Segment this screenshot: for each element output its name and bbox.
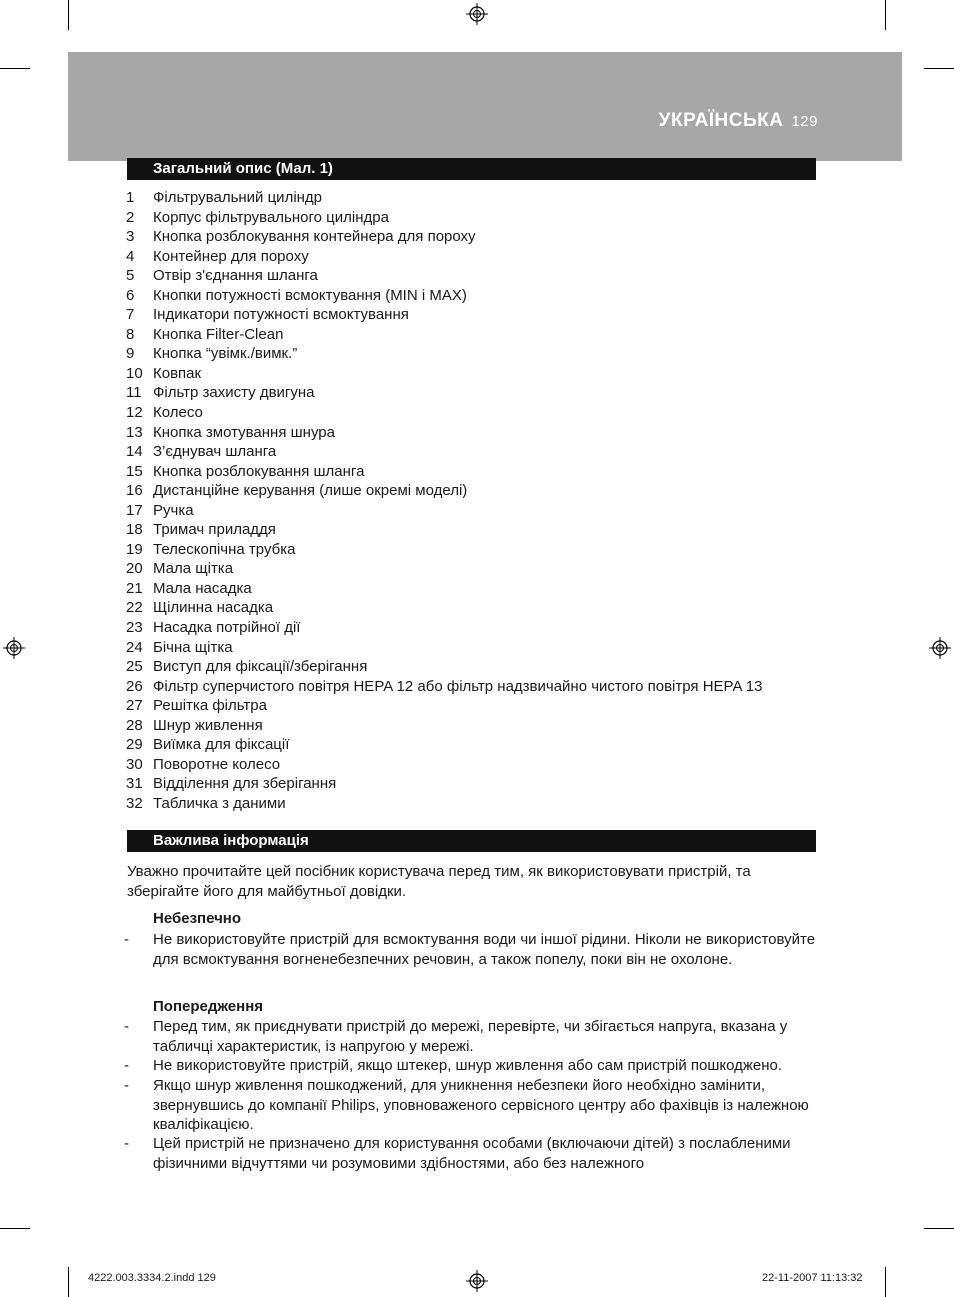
warning-item-text: Перед тим, як приєднувати пристрій до мережі, перевірте, чи збігається напруга, вказана у табличці характеристик, із напругою у мережі. <box>153 1018 788 1055</box>
list-item-text: Відділення для зберігання <box>153 775 337 793</box>
danger-item <box>124 930 824 969</box>
warning-item <box>124 1017 824 1056</box>
list-item-number: 27 <box>126 697 143 715</box>
intro-paragraph: Уважно прочитайте цей посібник користувача перед тим, як використовувати пристрій, та зберігайте його для майбутньої довідки. <box>127 863 751 900</box>
crop-mark <box>924 1228 954 1229</box>
list-item-text: Щілинна насадка <box>153 599 274 617</box>
list-item-number: 17 <box>126 501 143 519</box>
list-item-number: 16 <box>126 482 143 500</box>
list-item-text: Кнопка розблокування контейнера для пороху <box>153 228 476 246</box>
list-item-text: Індикатори потужності всмоктування <box>153 306 409 324</box>
list-item <box>122 247 842 267</box>
warning-item <box>124 1056 824 1076</box>
list-item-number: 22 <box>126 599 143 617</box>
list-item <box>122 227 842 247</box>
list-item <box>122 442 842 462</box>
list-item <box>122 383 842 403</box>
list-item-text: Ковпак <box>153 364 202 382</box>
footer-file-info: 4222.003.3334.2.indd 129 <box>88 1272 216 1284</box>
list-item <box>122 735 842 755</box>
list-item-text: Кнопка “увімк./вимк.” <box>153 345 298 363</box>
list-item <box>122 286 842 306</box>
list-item-number: 20 <box>126 560 143 578</box>
page-number: 129 <box>791 113 818 130</box>
list-item-text: Кнопки потужності всмоктування (MIN і MAX) <box>153 286 467 304</box>
list-item <box>122 677 842 697</box>
list-item-text: Бічна щітка <box>153 638 233 656</box>
bullet-dash: - <box>124 1057 129 1074</box>
list-item-text: Отвір з'єднання шланга <box>153 267 318 285</box>
list-item <box>122 344 842 364</box>
list-item-number: 31 <box>126 775 143 793</box>
crop-mark <box>68 1267 69 1297</box>
list-item-text: Фільтр захисту двигуна <box>153 384 315 402</box>
crop-mark <box>0 1228 30 1229</box>
list-item-number: 23 <box>126 619 143 637</box>
warning-item <box>124 1076 824 1135</box>
list-item <box>122 423 842 443</box>
list-item <box>122 325 842 345</box>
list-item <box>122 208 842 228</box>
list-item-text: Мала щітка <box>153 560 234 578</box>
list-item <box>122 618 842 638</box>
list-item <box>122 501 842 521</box>
warning-item-text: Якщо шнур живлення пошкоджений, для уникнення небезпеки його необхідно замінити, звернувшись до компанії Philips, уповноваженого сервісного центру або фахівців із належною кваліфікацією. <box>153 1077 809 1133</box>
list-item-text: Решітка фільтра <box>153 697 267 715</box>
list-item-number: 29 <box>126 736 143 754</box>
warning-item-text: Цей пристрій не призначено для користування особами (включаючи дітей) з послабленими фізичними відчуттями чи розумовими здібностями, або без належного <box>153 1135 791 1172</box>
bullet-dash: - <box>124 931 129 948</box>
parts-list <box>122 188 842 814</box>
list-item-text: Шнур живлення <box>153 716 263 734</box>
list-item <box>122 462 842 482</box>
list-item-text: Насадка потрійної дії <box>153 619 301 637</box>
crop-mark <box>0 68 30 69</box>
list-item-number: 11 <box>126 384 142 402</box>
list-item-number: 14 <box>126 443 143 461</box>
bullet-dash: - <box>124 1135 129 1152</box>
list-item-number: 13 <box>126 423 143 441</box>
list-item <box>122 598 842 618</box>
list-item-number: 18 <box>126 521 143 539</box>
list-item-number: 7 <box>126 306 135 324</box>
section-heading-general-description: Загальний опис (Мал. 1) <box>127 158 816 180</box>
list-item-number: 6 <box>126 286 135 304</box>
list-item <box>122 364 842 384</box>
list-item <box>122 305 842 325</box>
list-item-text: Фільтр суперчистого повітря HEPA 12 або фільтр надзвичайно чистого повітря HEPA 13 <box>153 677 763 695</box>
list-item-number: 2 <box>126 208 135 226</box>
list-item-number: 26 <box>126 677 143 695</box>
list-item <box>122 657 842 677</box>
list-item <box>122 559 842 579</box>
list-item-number: 21 <box>126 579 143 597</box>
registration-mark-icon <box>3 637 25 659</box>
list-item <box>122 755 842 775</box>
list-item <box>122 638 842 658</box>
list-item-text: Кнопка Filter-Clean <box>153 325 284 343</box>
list-item-text: Дистанційне керування (лише окремі моделі) <box>153 482 468 500</box>
list-item-text: Виїмка для фіксації <box>153 736 290 754</box>
registration-mark-icon <box>466 3 488 25</box>
list-item-number: 9 <box>126 345 135 363</box>
list-item <box>122 188 842 208</box>
footer-datetime: 22-11-2007 11:13:32 <box>762 1272 863 1284</box>
list-item-text: Кнопка розблокування шланга <box>153 462 365 480</box>
list-item-text: Виступ для фіксації/зберігання <box>153 658 368 676</box>
list-item-text: Ручка <box>153 501 194 519</box>
list-item-text: Табличка з даними <box>153 794 286 812</box>
list-item-text: З’єднувач шланга <box>153 443 277 461</box>
list-item-number: 19 <box>126 540 143 558</box>
header-band <box>68 52 902 161</box>
page-header <box>659 110 818 132</box>
list-item-number: 3 <box>126 228 135 246</box>
crop-mark <box>885 0 886 30</box>
danger-heading: Небезпечно <box>153 910 242 927</box>
list-item-number: 24 <box>126 638 143 656</box>
list-item-text: Контейнер для пороху <box>153 247 309 265</box>
list-item-number: 28 <box>126 716 143 734</box>
list-item <box>122 540 842 560</box>
bullet-dash: - <box>124 1018 129 1035</box>
list-item-number: 4 <box>126 247 135 265</box>
list-item-number: 5 <box>126 267 135 285</box>
list-item-text: Мала насадка <box>153 579 252 597</box>
list-item-text: Тримач приладдя <box>153 521 276 539</box>
list-item <box>122 716 842 736</box>
danger-item-text: Не використовуйте пристрій для всмоктування води чи іншої рідини. Ніколи не використовуйте для всмоктування вогненебезпечних речовин, а також попелу, поки він не охолоне. <box>153 931 816 968</box>
section-heading-important: Важлива інформація <box>127 830 816 852</box>
registration-mark-icon <box>466 1270 488 1292</box>
list-item-text: Корпус фільтрувального циліндра <box>153 208 389 226</box>
list-item-number: 1 <box>126 189 135 206</box>
list-item-text: Колесо <box>153 404 203 422</box>
list-item-number: 32 <box>126 794 143 812</box>
list-item <box>122 774 842 794</box>
bullet-dash: - <box>124 1077 129 1094</box>
list-item <box>122 481 842 501</box>
list-item-number: 10 <box>126 364 143 382</box>
list-item-number: 12 <box>126 404 143 422</box>
list-item <box>122 579 842 599</box>
list-item <box>122 403 842 423</box>
list-item <box>122 520 842 540</box>
list-item-number: 8 <box>126 325 135 343</box>
list-item-number: 25 <box>126 658 143 676</box>
crop-mark <box>885 1267 886 1297</box>
list-item-text: Фільтрувальний циліндр <box>153 189 323 206</box>
warning-item <box>124 1134 824 1173</box>
crop-mark <box>68 0 69 30</box>
warning-item-text: Не використовуйте пристрій, якщо штекер, шнур живлення або сам пристрій пошкоджено. <box>153 1057 783 1074</box>
list-item-text: Телескопічна трубка <box>153 540 296 558</box>
registration-mark-icon <box>929 637 951 659</box>
language-title: УКРАЇНСЬКА <box>658 110 784 131</box>
crop-mark <box>924 68 954 69</box>
list-item <box>122 266 842 286</box>
warning-heading: Попередження <box>153 998 264 1015</box>
list-item <box>122 696 842 716</box>
list-item-text: Кнопка змотування шнура <box>153 423 335 441</box>
list-item-number: 30 <box>126 755 143 773</box>
list-item-number: 15 <box>126 462 143 480</box>
list-item-text: Поворотне колесо <box>153 755 281 773</box>
list-item <box>122 794 842 814</box>
